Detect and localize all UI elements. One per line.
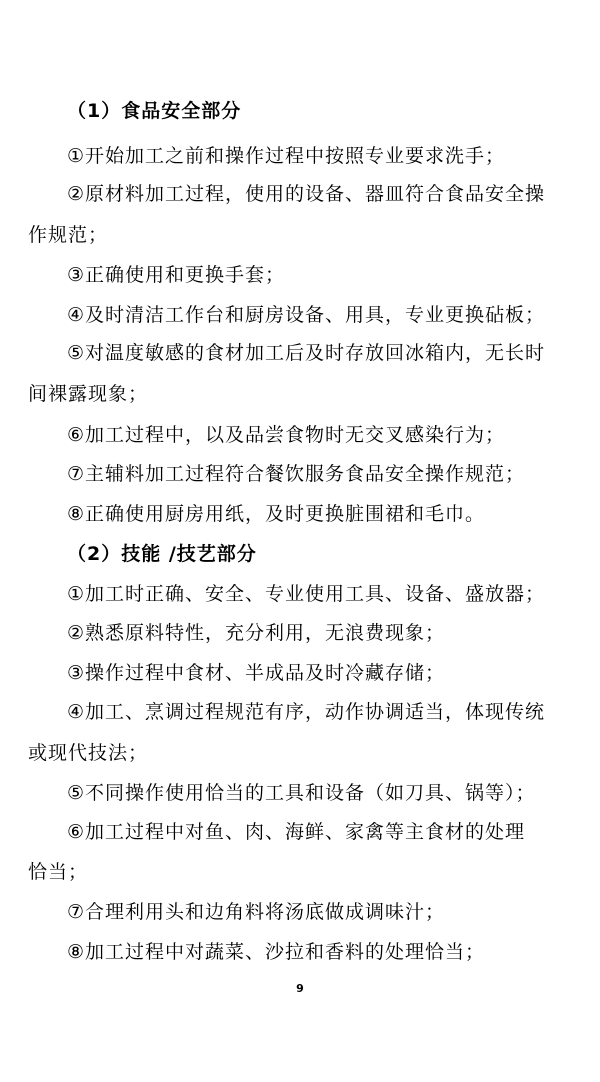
list-item-continuation: 作规范；: [28, 224, 109, 246]
list-item: ⑧正确使用厨房用纸，及时更换脏围裙和毛巾。: [67, 503, 486, 525]
list-item: ⑥加工过程中，以及品尝食物时无交叉感染行为；: [67, 424, 506, 446]
page-number: 9: [296, 982, 304, 995]
list-item: ⑤不同操作使用恰当的工具和设备（如刀具、锅等）；: [67, 782, 536, 804]
list-item: ④加工、烹调过程规范有序，动作协调适当，体现传统: [67, 701, 546, 723]
list-item: ③操作过程中食材、半成品及时冷藏存储；: [67, 662, 446, 684]
list-item-continuation: 恰当；: [28, 861, 89, 883]
list-item: ③正确使用和更换手套；: [67, 264, 286, 286]
list-item: ⑦合理利用头和边角料将汤底做成调味汁；: [67, 901, 446, 923]
list-item: ④及时清洁工作台和厨房设备、用具，专业更换砧板；: [67, 304, 546, 326]
list-item: ②原材料加工过程，使用的设备、器皿符合食品安全操: [67, 183, 546, 205]
list-item: ①开始加工之前和操作过程中按照专业要求洗手；: [67, 145, 506, 167]
section-heading-skills: （2）技能 /技艺部分: [67, 543, 257, 565]
list-item: ②熟悉原料特性，充分利用，无浪费现象；: [67, 622, 446, 644]
list-item-continuation: 间裸露现象；: [28, 383, 149, 405]
list-item: ⑧加工过程中对蔬菜、沙拉和香料的处理恰当；: [67, 941, 486, 963]
list-item: ⑦主辅料加工过程符合餐饮服务食品安全操作规范；: [67, 463, 526, 485]
list-item-continuation: 或现代技法；: [28, 742, 149, 764]
section-heading-food-safety: （1）食品安全部分: [67, 100, 242, 122]
list-item: ⑥加工过程中对鱼、肉、海鲜、家禽等主食材的处理: [67, 821, 526, 843]
list-item: ①加工时正确、安全、专业使用工具、设备、盛放器；: [67, 583, 546, 605]
list-item: ⑤对温度敏感的食材加工后及时存放回冰箱内，无长时: [67, 342, 546, 364]
